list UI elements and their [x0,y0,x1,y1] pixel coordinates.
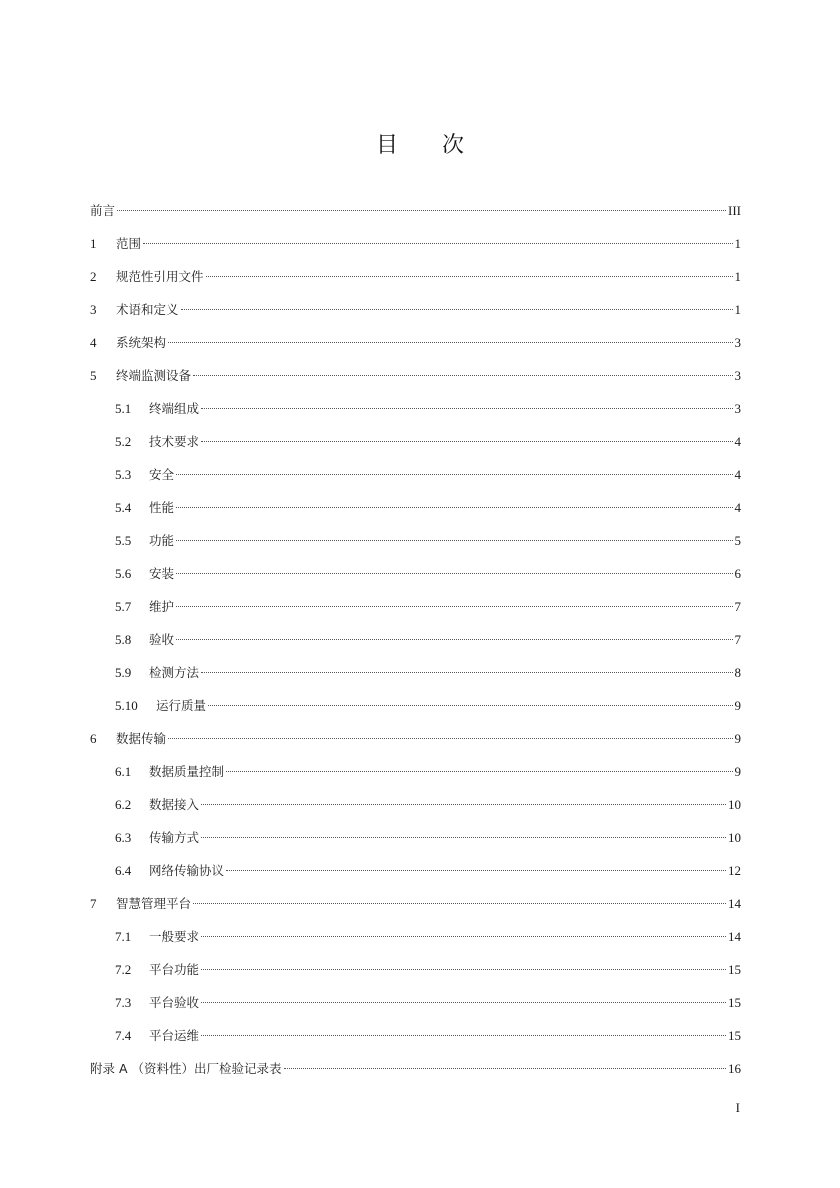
toc-entry-number: 7.4 [115,1028,132,1043]
dot-leader [284,1068,727,1069]
toc-entry-label: 检测方法 [149,665,200,680]
toc-entry-5-10[interactable] [90,689,741,722]
toc-entry-page: 1 [734,269,741,284]
toc-entry-label: 终端组成 [149,401,200,416]
toc-entry-number: 5.6 [115,566,132,581]
toc-entry-label: 运行质量 [156,698,207,713]
dot-leader [201,441,732,442]
toc-entry-7-4[interactable] [90,1019,741,1052]
toc-entry-6-2[interactable] [90,788,741,821]
toc-entry-number: 4 [90,335,97,350]
dot-leader [168,342,732,343]
toc-entry-page: 10 [728,797,741,812]
dot-leader [117,210,726,211]
toc-entry-label: 安装 [149,566,175,581]
dot-leader [226,870,726,871]
toc-entry-7-1[interactable] [90,920,741,953]
toc-entry-7-2[interactable] [90,953,741,986]
toc-entry-page: 15 [728,962,741,977]
toc-entry-5-3[interactable] [90,458,741,491]
toc-entry-number: 7.3 [115,995,132,1010]
toc-entry-page: 14 [728,896,741,911]
dot-leader [176,573,732,574]
toc-entry-label: 平台运维 [149,1028,200,1043]
toc-entry-label: 性能 [149,500,175,515]
toc-entry-page: 10 [728,830,741,845]
toc-entry-page: 1 [734,302,741,317]
toc-entry-6[interactable] [90,722,741,755]
toc-entry-label: 数据接入 [149,797,200,812]
toc-entry-page: 7 [734,632,741,647]
toc-entry-page: 14 [728,929,741,944]
toc-entry-number: 5.1 [115,401,132,416]
toc-entry-label: 平台验收 [149,995,200,1010]
page-title [0,128,840,159]
dot-leader [208,705,732,706]
toc-entry-page: III [728,203,741,218]
toc-entry-number: 5 [90,368,97,383]
dot-leader [181,309,733,310]
toc-entry-label: 系统架构 [116,335,167,350]
dot-leader [226,771,732,772]
dot-leader [201,804,726,805]
toc-entry-number: 5.7 [115,599,132,614]
toc-entry-page: 7 [734,599,741,614]
toc-entry-5-8[interactable] [90,623,741,656]
toc-entry-number: 7.2 [115,962,132,977]
toc-entry-page: 3 [734,335,741,350]
dot-leader [193,903,726,904]
dot-leader [201,837,726,838]
toc-entry-7-3[interactable] [90,986,741,1019]
toc-entry-7[interactable] [90,887,741,920]
page-number: I [735,1100,740,1115]
toc-entry-page: 9 [734,731,741,746]
toc-entry-label: 维护 [149,599,175,614]
toc-entry-page: 8 [734,665,741,680]
toc-entry-page: 3 [734,401,741,416]
dot-leader [201,1002,726,1003]
toc-entry-label: 功能 [149,533,175,548]
toc-entry-label: 网络传输协议 [149,863,225,878]
toc-entry-number: 5.4 [115,500,132,515]
toc-entry-number: 7.1 [115,929,132,944]
toc-entry-number: 6.1 [115,764,132,779]
toc-entry-5-6[interactable] [90,557,741,590]
toc-entry-page: 1 [734,236,741,251]
toc-entry-label: 技术要求 [149,434,200,449]
toc-entry-page: 16 [728,1061,741,1076]
dot-leader [193,375,732,376]
toc-entry-label: 传输方式 [149,830,200,845]
dot-leader [206,276,733,277]
toc-entry-number: 2 [90,269,97,284]
toc-entry-5-1[interactable] [90,392,741,425]
toc-entry-1[interactable] [90,227,741,260]
toc-entry-appendix-a[interactable] [90,1052,741,1085]
toc-entry-page: 5 [734,533,741,548]
toc-entry-number: 7 [90,896,97,911]
dot-leader [176,540,732,541]
toc-entry-number: 5.2 [115,434,132,449]
toc-entry-page: 15 [728,1028,741,1043]
toc-entry-2[interactable] [90,260,741,293]
toc-entry-label: 范围 [116,236,142,251]
toc-entry-number: 5.3 [115,467,132,482]
table-of-contents [90,194,741,1085]
toc-entry-number: 5.9 [115,665,132,680]
toc-entry-page: 4 [734,500,741,515]
toc-entry-label: 前言 [90,203,116,218]
toc-entry-label: 终端监测设备 [116,368,192,383]
toc-entry-3[interactable] [90,293,741,326]
dot-leader [201,969,726,970]
dot-leader [201,936,726,937]
toc-entry-number: 1 [90,236,97,251]
toc-entry-number: 5.10 [115,698,138,713]
page-title-char-1: 目 [375,133,398,158]
toc-entry-label: 平台功能 [149,962,200,977]
toc-entry-4[interactable] [90,326,741,359]
toc-entry-number: 3 [90,302,97,317]
toc-entry-label: 数据质量控制 [149,764,225,779]
toc-entry-page: 4 [734,467,741,482]
toc-entry-foreword[interactable] [90,194,741,227]
toc-entry-label: 智慧管理平台 [116,896,192,911]
dot-leader [201,672,732,673]
toc-entry-page: 15 [728,995,741,1010]
toc-entry-5-2[interactable] [90,425,741,458]
toc-entry-5[interactable] [90,359,741,392]
toc-entry-page: 9 [734,764,741,779]
toc-entry-label: 一般要求 [149,929,200,944]
toc-entry-6-1[interactable] [90,755,741,788]
dot-leader [176,507,732,508]
toc-entry-page: 9 [734,698,741,713]
toc-entry-number: 6.2 [115,797,132,812]
toc-entry-5-5[interactable] [90,524,741,557]
dot-leader [176,474,732,475]
dot-leader [176,606,732,607]
toc-entry-number: 6.4 [115,863,132,878]
toc-entry-page: 3 [734,368,741,383]
dot-leader [201,1035,726,1036]
toc-entry-number: 6.3 [115,830,132,845]
toc-entry-6-3[interactable] [90,821,741,854]
toc-entry-page: 12 [728,863,741,878]
page-title-char-2: 次 [442,133,465,158]
toc-entry-label: 附录 A （资料性）出厂检验记录表 [90,1061,282,1076]
dot-leader [201,408,732,409]
dot-leader [168,738,732,739]
toc-entry-page: 6 [734,566,741,581]
toc-entry-5-4[interactable] [90,491,741,524]
toc-entry-label: 验收 [149,632,175,647]
toc-entry-number: 6 [90,731,97,746]
toc-entry-6-4[interactable] [90,854,741,887]
toc-entry-5-9[interactable] [90,656,741,689]
dot-leader [176,639,732,640]
toc-entry-label: 术语和定义 [116,302,179,317]
toc-entry-label: 数据传输 [116,731,167,746]
toc-entry-label: 规范性引用文件 [116,269,204,284]
toc-entry-page: 4 [734,434,741,449]
toc-entry-5-7[interactable] [90,590,741,623]
dot-leader [143,243,732,244]
toc-entry-label: 安全 [149,467,175,482]
toc-entry-number: 5.5 [115,533,132,548]
toc-entry-number: 5.8 [115,632,132,647]
